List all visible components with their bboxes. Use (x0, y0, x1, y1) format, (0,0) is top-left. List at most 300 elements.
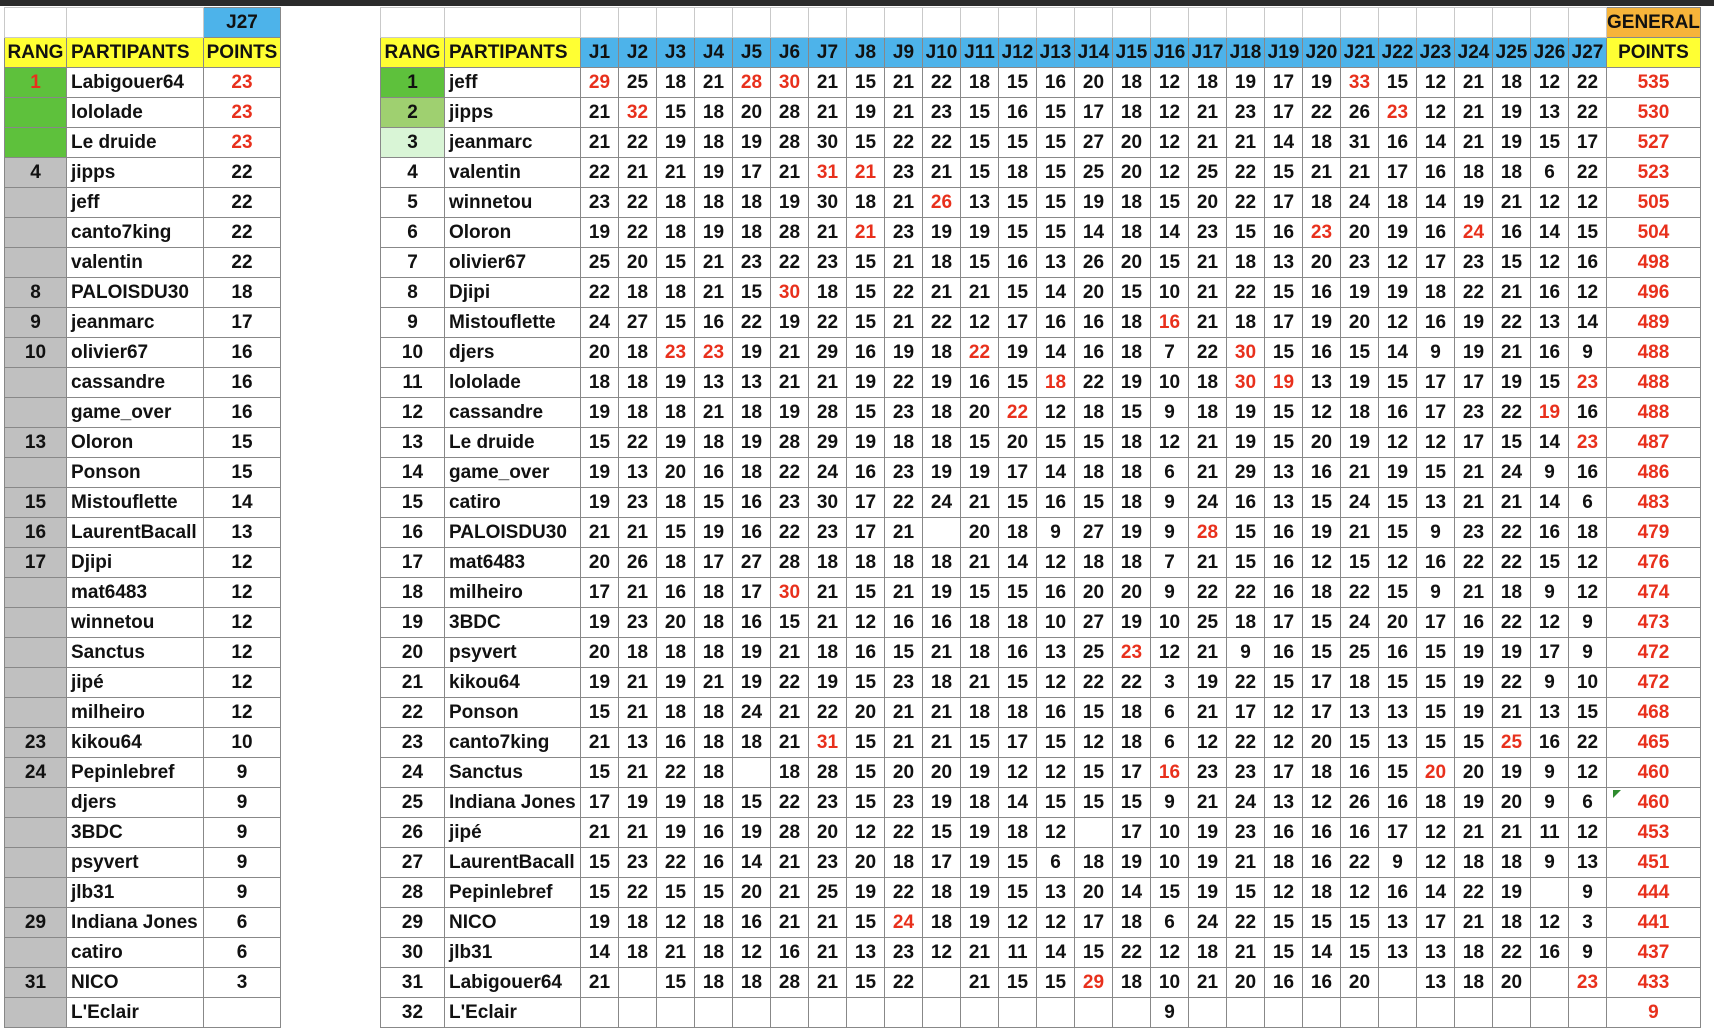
rank-cell[interactable] (5, 98, 67, 128)
score-cell[interactable]: 18 (923, 548, 961, 578)
score-cell[interactable]: 12 (1037, 758, 1075, 788)
score-cell[interactable]: 23 (885, 458, 923, 488)
score-cell[interactable]: 22 (581, 278, 619, 308)
score-cell[interactable]: 20 (1455, 758, 1493, 788)
score-cell[interactable]: 12 (961, 308, 999, 338)
score-cell[interactable]: 19 (1189, 878, 1227, 908)
participant-name-cell[interactable]: Djipi (67, 548, 204, 578)
score-cell[interactable]: 18 (1189, 938, 1227, 968)
score-cell[interactable] (733, 758, 771, 788)
score-cell[interactable]: 18 (657, 278, 695, 308)
score-cell[interactable]: 14 (1379, 338, 1417, 368)
total-points-cell[interactable]: 472 (1607, 668, 1701, 698)
score-cell[interactable]: 22 (1227, 728, 1265, 758)
participant-name-cell[interactable]: kikou64 (445, 668, 581, 698)
score-cell[interactable] (961, 998, 999, 1028)
score-cell[interactable]: 18 (695, 758, 733, 788)
score-cell[interactable]: 22 (923, 308, 961, 338)
score-cell[interactable]: 12 (1151, 428, 1189, 458)
score-cell[interactable]: 18 (657, 638, 695, 668)
round-header-j21[interactable]: J21 (1341, 38, 1379, 68)
rank-cell[interactable] (5, 578, 67, 608)
score-cell[interactable]: 17 (1379, 158, 1417, 188)
score-cell[interactable]: 16 (1417, 308, 1455, 338)
points-cell[interactable]: 22 (204, 248, 281, 278)
score-cell[interactable]: 17 (923, 848, 961, 878)
rank-cell[interactable]: 29 (381, 908, 445, 938)
round-header-j11[interactable]: J11 (961, 38, 999, 68)
score-cell[interactable]: 25 (809, 878, 847, 908)
score-cell[interactable]: 21 (885, 308, 923, 338)
rank-cell[interactable]: 8 (5, 278, 67, 308)
score-cell[interactable]: 12 (1417, 98, 1455, 128)
score-cell[interactable]: 15 (581, 848, 619, 878)
score-cell[interactable]: 22 (1493, 398, 1531, 428)
score-cell[interactable]: 22 (999, 398, 1037, 428)
score-cell[interactable]: 15 (581, 878, 619, 908)
score-cell[interactable]: 17 (695, 548, 733, 578)
score-cell[interactable]: 14 (1531, 428, 1569, 458)
participant-name-cell[interactable]: Oloron (445, 218, 581, 248)
score-cell[interactable]: 15 (581, 758, 619, 788)
score-cell[interactable]: 12 (847, 818, 885, 848)
score-cell[interactable]: 13 (1379, 938, 1417, 968)
score-cell[interactable]: 9 (1417, 338, 1455, 368)
score-cell[interactable]: 15 (847, 578, 885, 608)
rank-cell[interactable]: 4 (5, 158, 67, 188)
score-cell[interactable] (1379, 998, 1417, 1028)
score-cell[interactable]: 23 (1227, 758, 1265, 788)
empty-cell[interactable] (771, 8, 809, 38)
participant-name-cell[interactable]: Mistouflette (445, 308, 581, 338)
points-cell[interactable]: 12 (204, 698, 281, 728)
score-cell[interactable]: 26 (1075, 248, 1113, 278)
score-cell[interactable]: 20 (1341, 308, 1379, 338)
score-cell[interactable]: 21 (619, 818, 657, 848)
rank-cell[interactable]: 9 (381, 308, 445, 338)
score-cell[interactable]: 21 (809, 908, 847, 938)
score-cell[interactable]: 18 (1493, 68, 1531, 98)
score-cell[interactable]: 17 (1531, 638, 1569, 668)
score-cell[interactable]: 21 (771, 368, 809, 398)
score-cell[interactable]: 21 (771, 698, 809, 728)
participant-name-cell[interactable]: 3BDC (67, 818, 204, 848)
score-cell[interactable]: 15 (999, 68, 1037, 98)
score-cell[interactable]: 9 (1531, 848, 1569, 878)
points-cell[interactable]: 9 (204, 788, 281, 818)
rank-cell[interactable]: 27 (381, 848, 445, 878)
participant-name-cell[interactable]: olivier67 (67, 338, 204, 368)
score-cell[interactable]: 15 (1417, 728, 1455, 758)
score-cell[interactable]: 13 (1531, 308, 1569, 338)
score-cell[interactable]: 23 (1569, 428, 1607, 458)
score-cell[interactable]: 15 (1265, 938, 1303, 968)
score-cell[interactable]: 15 (961, 128, 999, 158)
score-cell[interactable]: 19 (1455, 188, 1493, 218)
score-cell[interactable]: 23 (733, 248, 771, 278)
score-cell[interactable]: 22 (619, 218, 657, 248)
score-cell[interactable]: 17 (1265, 758, 1303, 788)
score-cell[interactable]: 16 (847, 638, 885, 668)
score-cell[interactable]: 6 (1037, 848, 1075, 878)
score-cell[interactable]: 10 (1569, 668, 1607, 698)
total-points-cell[interactable]: 441 (1607, 908, 1701, 938)
score-cell[interactable]: 19 (695, 218, 733, 248)
score-cell[interactable]: 24 (1341, 188, 1379, 218)
empty-cell[interactable] (695, 8, 733, 38)
score-cell[interactable]: 17 (1265, 308, 1303, 338)
score-cell[interactable] (1455, 998, 1493, 1028)
score-cell[interactable]: 15 (1265, 668, 1303, 698)
total-points-cell[interactable]: 444 (1607, 878, 1701, 908)
participant-name-cell[interactable]: Oloron (67, 428, 204, 458)
score-cell[interactable]: 18 (1113, 338, 1151, 368)
round-header-j12[interactable]: J12 (999, 38, 1037, 68)
score-cell[interactable]: 18 (695, 638, 733, 668)
empty-cell[interactable] (1341, 8, 1379, 38)
score-cell[interactable]: 21 (923, 158, 961, 188)
score-cell[interactable]: 9 (1151, 788, 1189, 818)
round-header-j16[interactable]: J16 (1151, 38, 1189, 68)
score-cell[interactable]: 15 (771, 608, 809, 638)
score-cell[interactable]: 15 (657, 308, 695, 338)
score-cell[interactable]: 19 (1493, 638, 1531, 668)
score-cell[interactable]: 19 (619, 788, 657, 818)
round-header-j25[interactable]: J25 (1493, 38, 1531, 68)
participant-name-cell[interactable]: jeff (445, 68, 581, 98)
score-cell[interactable]: 17 (847, 518, 885, 548)
score-cell[interactable]: 21 (961, 278, 999, 308)
score-cell[interactable]: 9 (1151, 998, 1189, 1028)
score-cell[interactable]: 22 (1341, 578, 1379, 608)
score-cell[interactable]: 19 (1379, 218, 1417, 248)
score-cell[interactable]: 21 (1189, 548, 1227, 578)
rank-cell[interactable]: 9 (5, 308, 67, 338)
score-cell[interactable]: 18 (733, 458, 771, 488)
score-cell[interactable]: 23 (809, 518, 847, 548)
rank-cell[interactable] (5, 848, 67, 878)
score-cell[interactable]: 12 (1417, 428, 1455, 458)
score-cell[interactable]: 18 (961, 638, 999, 668)
score-cell[interactable]: 15 (1265, 398, 1303, 428)
score-cell[interactable]: 16 (1379, 128, 1417, 158)
score-cell[interactable]: 6 (1151, 908, 1189, 938)
score-cell[interactable]: 18 (999, 818, 1037, 848)
score-cell[interactable]: 18 (1303, 878, 1341, 908)
score-cell[interactable]: 17 (1265, 98, 1303, 128)
round-header-j4[interactable]: J4 (695, 38, 733, 68)
total-points-cell[interactable]: 505 (1607, 188, 1701, 218)
score-cell[interactable]: 15 (1075, 938, 1113, 968)
score-cell[interactable] (885, 998, 923, 1028)
score-cell[interactable]: 23 (619, 488, 657, 518)
score-cell[interactable]: 19 (961, 218, 999, 248)
score-cell[interactable]: 21 (1189, 308, 1227, 338)
score-cell[interactable]: 28 (771, 218, 809, 248)
score-cell[interactable]: 15 (847, 908, 885, 938)
score-cell[interactable] (581, 998, 619, 1028)
score-cell[interactable]: 14 (1531, 218, 1569, 248)
score-cell[interactable]: 18 (961, 68, 999, 98)
participant-name-cell[interactable]: game_over (445, 458, 581, 488)
rank-cell[interactable]: 11 (381, 368, 445, 398)
score-cell[interactable]: 15 (847, 728, 885, 758)
score-cell[interactable] (695, 998, 733, 1028)
score-cell[interactable]: 18 (1493, 908, 1531, 938)
points-cell[interactable]: 12 (204, 608, 281, 638)
score-cell[interactable]: 16 (1379, 638, 1417, 668)
score-cell[interactable]: 12 (1303, 548, 1341, 578)
score-cell[interactable]: 18 (961, 608, 999, 638)
score-cell[interactable]: 18 (1227, 608, 1265, 638)
total-points-cell[interactable]: 488 (1607, 368, 1701, 398)
participant-name-cell[interactable]: L'Eclair (67, 998, 204, 1028)
participant-name-cell[interactable]: jlb31 (445, 938, 581, 968)
rank-cell[interactable] (5, 698, 67, 728)
score-cell[interactable] (1531, 878, 1569, 908)
participant-name-cell[interactable]: Pepinlebref (67, 758, 204, 788)
participant-name-cell[interactable]: cassandre (67, 368, 204, 398)
participant-name-cell[interactable]: jeff (67, 188, 204, 218)
score-cell[interactable]: 24 (1341, 488, 1379, 518)
score-cell[interactable]: 12 (1151, 68, 1189, 98)
rank-cell[interactable]: 29 (5, 908, 67, 938)
score-cell[interactable]: 21 (695, 668, 733, 698)
score-cell[interactable]: 16 (1227, 488, 1265, 518)
score-cell[interactable]: 18 (1569, 518, 1607, 548)
points-cell[interactable]: 15 (204, 458, 281, 488)
score-cell[interactable]: 21 (1341, 458, 1379, 488)
score-cell[interactable]: 18 (1113, 218, 1151, 248)
score-cell[interactable]: 15 (1265, 158, 1303, 188)
score-cell[interactable]: 18 (695, 128, 733, 158)
score-cell[interactable]: 22 (923, 128, 961, 158)
score-cell[interactable]: 15 (999, 848, 1037, 878)
score-cell[interactable]: 18 (695, 698, 733, 728)
score-cell[interactable]: 16 (1379, 878, 1417, 908)
score-cell[interactable]: 21 (885, 68, 923, 98)
score-cell[interactable]: 24 (733, 698, 771, 728)
score-cell[interactable]: 15 (847, 758, 885, 788)
score-cell[interactable]: 18 (1189, 368, 1227, 398)
rank-cell[interactable]: 23 (5, 728, 67, 758)
score-cell[interactable]: 16 (1303, 968, 1341, 998)
score-cell[interactable]: 14 (1151, 218, 1189, 248)
score-cell[interactable]: 12 (1265, 728, 1303, 758)
score-cell[interactable]: 21 (695, 248, 733, 278)
score-cell[interactable]: 28 (771, 968, 809, 998)
score-cell[interactable]: 19 (1379, 458, 1417, 488)
rank-cell[interactable]: 31 (381, 968, 445, 998)
score-cell[interactable]: 16 (1531, 518, 1569, 548)
score-cell[interactable]: 16 (695, 308, 733, 338)
score-cell[interactable]: 16 (1265, 968, 1303, 998)
score-cell[interactable]: 14 (999, 788, 1037, 818)
score-cell[interactable]: 21 (619, 758, 657, 788)
score-cell[interactable] (847, 998, 885, 1028)
score-cell[interactable] (619, 998, 657, 1028)
round-header-j1[interactable]: J1 (581, 38, 619, 68)
total-points-cell[interactable]: 473 (1607, 608, 1701, 638)
score-cell[interactable]: 16 (1531, 938, 1569, 968)
rank-cell[interactable]: 10 (381, 338, 445, 368)
score-cell[interactable]: 22 (1189, 338, 1227, 368)
score-cell[interactable]: 18 (809, 638, 847, 668)
score-cell[interactable] (923, 518, 961, 548)
participant-name-cell[interactable]: winnetou (67, 608, 204, 638)
rank-cell[interactable]: 4 (381, 158, 445, 188)
score-cell[interactable]: 15 (1151, 248, 1189, 278)
score-cell[interactable]: 10 (1151, 818, 1189, 848)
score-cell[interactable]: 19 (1303, 68, 1341, 98)
score-cell[interactable]: 22 (619, 878, 657, 908)
score-cell[interactable]: 26 (619, 548, 657, 578)
score-cell[interactable]: 18 (695, 788, 733, 818)
score-cell[interactable]: 21 (1455, 68, 1493, 98)
score-cell[interactable]: 19 (733, 428, 771, 458)
score-cell[interactable]: 21 (1189, 968, 1227, 998)
score-cell[interactable]: 12 (1379, 428, 1417, 458)
score-cell[interactable]: 18 (1037, 368, 1075, 398)
empty-cell[interactable] (1379, 8, 1417, 38)
score-cell[interactable]: 18 (1113, 548, 1151, 578)
score-cell[interactable]: 15 (847, 248, 885, 278)
empty-cell[interactable] (1303, 8, 1341, 38)
score-cell[interactable]: 18 (885, 428, 923, 458)
score-cell[interactable]: 20 (581, 638, 619, 668)
score-cell[interactable]: 20 (1417, 758, 1455, 788)
score-cell[interactable]: 13 (1531, 98, 1569, 128)
score-cell[interactable]: 21 (1493, 818, 1531, 848)
round-header-j23[interactable]: J23 (1417, 38, 1455, 68)
round-header-j8[interactable]: J8 (847, 38, 885, 68)
round-header-j13[interactable]: J13 (1037, 38, 1075, 68)
score-cell[interactable]: 21 (771, 908, 809, 938)
score-cell[interactable]: 26 (923, 188, 961, 218)
score-cell[interactable]: 18 (1075, 848, 1113, 878)
score-cell[interactable]: 15 (847, 308, 885, 338)
score-cell[interactable]: 15 (581, 428, 619, 458)
score-cell[interactable]: 22 (771, 518, 809, 548)
score-cell[interactable]: 18 (961, 698, 999, 728)
score-cell[interactable]: 17 (1265, 68, 1303, 98)
score-cell[interactable]: 28 (733, 68, 771, 98)
score-cell[interactable]: 24 (809, 458, 847, 488)
score-cell[interactable]: 21 (961, 488, 999, 518)
participant-name-cell[interactable]: jeanmarc (445, 128, 581, 158)
rank-cell[interactable]: 30 (381, 938, 445, 968)
score-cell[interactable]: 15 (1037, 98, 1075, 128)
score-cell[interactable]: 9 (1379, 848, 1417, 878)
score-cell[interactable]: 29 (809, 428, 847, 458)
score-cell[interactable]: 18 (1455, 968, 1493, 998)
score-cell[interactable]: 17 (1417, 608, 1455, 638)
total-points-cell[interactable]: 453 (1607, 818, 1701, 848)
score-cell[interactable]: 17 (1569, 128, 1607, 158)
score-cell[interactable]: 19 (1379, 278, 1417, 308)
participant-name-cell[interactable]: Le druide (445, 428, 581, 458)
score-cell[interactable]: 19 (1113, 368, 1151, 398)
score-cell[interactable]: 19 (1455, 308, 1493, 338)
score-cell[interactable]: 18 (1189, 398, 1227, 428)
points-cell[interactable]: 6 (204, 938, 281, 968)
score-cell[interactable]: 19 (999, 338, 1037, 368)
score-cell[interactable]: 20 (847, 698, 885, 728)
score-cell[interactable]: 24 (1189, 908, 1227, 938)
score-cell[interactable]: 18 (695, 608, 733, 638)
score-cell[interactable]: 16 (1417, 218, 1455, 248)
score-cell[interactable]: 16 (1303, 818, 1341, 848)
empty-cell[interactable] (923, 8, 961, 38)
score-cell[interactable]: 19 (733, 818, 771, 848)
score-cell[interactable]: 16 (1303, 458, 1341, 488)
total-points-cell[interactable]: 527 (1607, 128, 1701, 158)
score-cell[interactable]: 15 (961, 578, 999, 608)
empty-cell[interactable] (67, 8, 204, 38)
score-cell[interactable]: 16 (1265, 578, 1303, 608)
score-cell[interactable]: 21 (581, 818, 619, 848)
participant-name-cell[interactable]: catiro (67, 938, 204, 968)
score-cell[interactable]: 22 (1189, 578, 1227, 608)
score-cell[interactable]: 19 (657, 368, 695, 398)
score-cell[interactable]: 21 (847, 158, 885, 188)
score-cell[interactable]: 18 (923, 908, 961, 938)
score-cell[interactable]: 18 (1113, 968, 1151, 998)
score-cell[interactable]: 19 (657, 128, 695, 158)
score-cell[interactable]: 19 (1455, 668, 1493, 698)
score-cell[interactable]: 15 (999, 668, 1037, 698)
score-cell[interactable]: 12 (1075, 728, 1113, 758)
score-cell[interactable]: 21 (771, 728, 809, 758)
score-cell[interactable]: 15 (695, 488, 733, 518)
participant-name-cell[interactable]: L'Eclair (445, 998, 581, 1028)
score-cell[interactable]: 26 (1341, 788, 1379, 818)
score-cell[interactable]: 18 (695, 728, 733, 758)
score-cell[interactable]: 21 (885, 188, 923, 218)
score-cell[interactable]: 21 (809, 968, 847, 998)
score-cell[interactable]: 15 (1417, 698, 1455, 728)
score-cell[interactable]: 18 (1417, 278, 1455, 308)
score-cell[interactable]: 21 (581, 518, 619, 548)
score-cell[interactable]: 15 (1341, 728, 1379, 758)
score-cell[interactable] (1303, 998, 1341, 1028)
score-cell[interactable]: 17 (1417, 368, 1455, 398)
score-cell[interactable]: 19 (961, 878, 999, 908)
points-cell[interactable]: 23 (204, 68, 281, 98)
score-cell[interactable]: 21 (847, 218, 885, 248)
score-cell[interactable]: 15 (999, 368, 1037, 398)
score-cell[interactable]: 18 (1075, 458, 1113, 488)
score-cell[interactable]: 21 (1341, 518, 1379, 548)
participant-name-cell[interactable]: canto7king (67, 218, 204, 248)
participant-name-cell[interactable]: Ponson (445, 698, 581, 728)
score-cell[interactable]: 19 (733, 128, 771, 158)
rank-cell[interactable] (5, 188, 67, 218)
column-header-rang[interactable]: RANG (5, 38, 67, 68)
rank-cell[interactable]: 7 (381, 248, 445, 278)
score-cell[interactable]: 23 (1569, 368, 1607, 398)
score-cell[interactable]: 17 (1379, 818, 1417, 848)
score-cell[interactable]: 27 (733, 548, 771, 578)
score-cell[interactable]: 28 (809, 398, 847, 428)
score-cell[interactable]: 12 (1037, 908, 1075, 938)
score-cell[interactable]: 16 (885, 608, 923, 638)
score-cell[interactable] (1113, 998, 1151, 1028)
score-cell[interactable]: 12 (1531, 608, 1569, 638)
participant-name-cell[interactable]: mat6483 (445, 548, 581, 578)
score-cell[interactable]: 20 (809, 818, 847, 848)
score-cell[interactable]: 6 (1569, 788, 1607, 818)
